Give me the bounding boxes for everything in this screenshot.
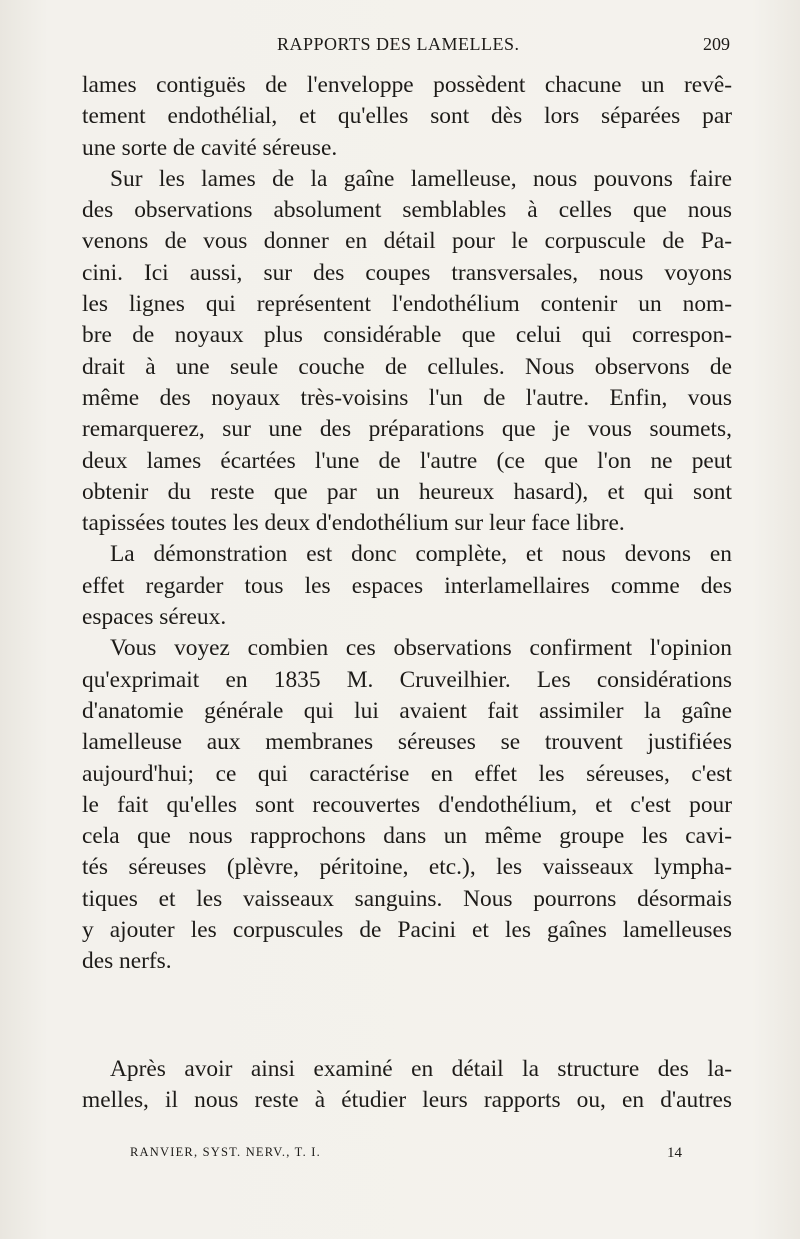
- text-line: tiques et les vaisseaux sanguins. Nous pourrons désormais: [82, 885, 732, 912]
- text-line: aujourd'hui; ce qui caractérise en effet les séreuses, c'est: [82, 760, 732, 787]
- text-line: tapissées toutes les deux d'endothélium sur leur face libre.: [82, 510, 625, 537]
- text-line: La démonstration est donc complète, et nous devons en: [110, 541, 732, 568]
- text-line: drait à une seule couche de cellules. Nous observons de: [82, 353, 732, 380]
- text-line: espaces séreux.: [82, 604, 227, 631]
- text-line: effet regarder tous les espaces interlamellaires comme des: [82, 572, 732, 599]
- body-text: [82, 70, 732, 1116]
- text-line: même des noyaux très-voisins l'un de l'autre. Enfin, vous: [82, 384, 732, 411]
- text-line: Sur les lames de la gaîne lamelleuse, nous pouvons faire: [110, 165, 732, 192]
- text-line: des observations absolument semblables à celles que nous: [82, 197, 732, 224]
- page-number: 209: [703, 34, 730, 54]
- text-line: les lignes qui représentent l'endothélium contenir un nom-: [82, 291, 732, 318]
- paragraph-5: [82, 1054, 732, 1117]
- text-line: d'anatomie générale qui lui avaient fait assimiler la gaîne: [82, 697, 732, 724]
- sheet-number: 14: [667, 1145, 682, 1161]
- text-line: melles, il nous reste à étudier leurs rapports ou, en d'autres: [82, 1086, 732, 1113]
- text-line: remarquerez, sur une des préparations que je vous soumets,: [82, 416, 732, 443]
- text-line: deux lames écartées l'une de l'autre (ce que l'on ne peut: [82, 447, 732, 474]
- text-line: tés séreuses (plèvre, péritoine, etc.), les vaisseaux lympha-: [82, 854, 732, 881]
- page-header: [82, 34, 730, 60]
- text-line: qu'exprimait en 1835 M. Cruveilhier. Les considérations: [82, 666, 732, 693]
- text-line: une sorte de cavité séreuse.: [82, 134, 338, 161]
- page-footer: [130, 1145, 682, 1165]
- running-head: RAPPORTS DES LAMELLES.: [277, 34, 520, 54]
- text-line: tement endothélial, et qu'elles sont dès lors séparées par: [82, 103, 732, 130]
- text-line: bre de noyaux plus considérable que celui qui correspon-: [82, 322, 732, 349]
- text-line: venons de vous donner en détail pour le corpuscule de Pa-: [82, 228, 732, 255]
- text-line: Vous voyez combien ces observations confirment l'opinion: [110, 635, 732, 662]
- text-line: lamelleuse aux membranes séreuses se trouvent justifiées: [82, 729, 732, 756]
- text-line: cela que nous rapprochons dans un même groupe les cavi-: [82, 823, 732, 850]
- text-line: le fait qu'elles sont recouvertes d'endothélium, et c'est pour: [82, 791, 732, 818]
- paragraph-1: [82, 70, 732, 164]
- paragraph-3: [82, 539, 732, 633]
- text-line: des nerfs.: [82, 948, 172, 975]
- text-line: Après avoir ainsi examiné en détail la structure des la-: [110, 1055, 732, 1082]
- text-line: cini. Ici aussi, sur des coupes transversales, nous voyons: [82, 259, 732, 286]
- text-line: y ajouter les corpuscules de Pacini et les gaînes lamelleuses: [82, 917, 732, 944]
- printer-signature: RANVIER, SYST. NERV., T. I.: [130, 1145, 321, 1159]
- section-gap: [82, 978, 732, 1054]
- paragraph-4: [82, 633, 732, 977]
- text-line: lames contiguës de l'enveloppe possèdent chacune un revê-: [82, 72, 732, 98]
- paragraph-2: [82, 164, 732, 540]
- text-line: obtenir du reste que par un heureux hasard), et qui sont: [82, 478, 732, 505]
